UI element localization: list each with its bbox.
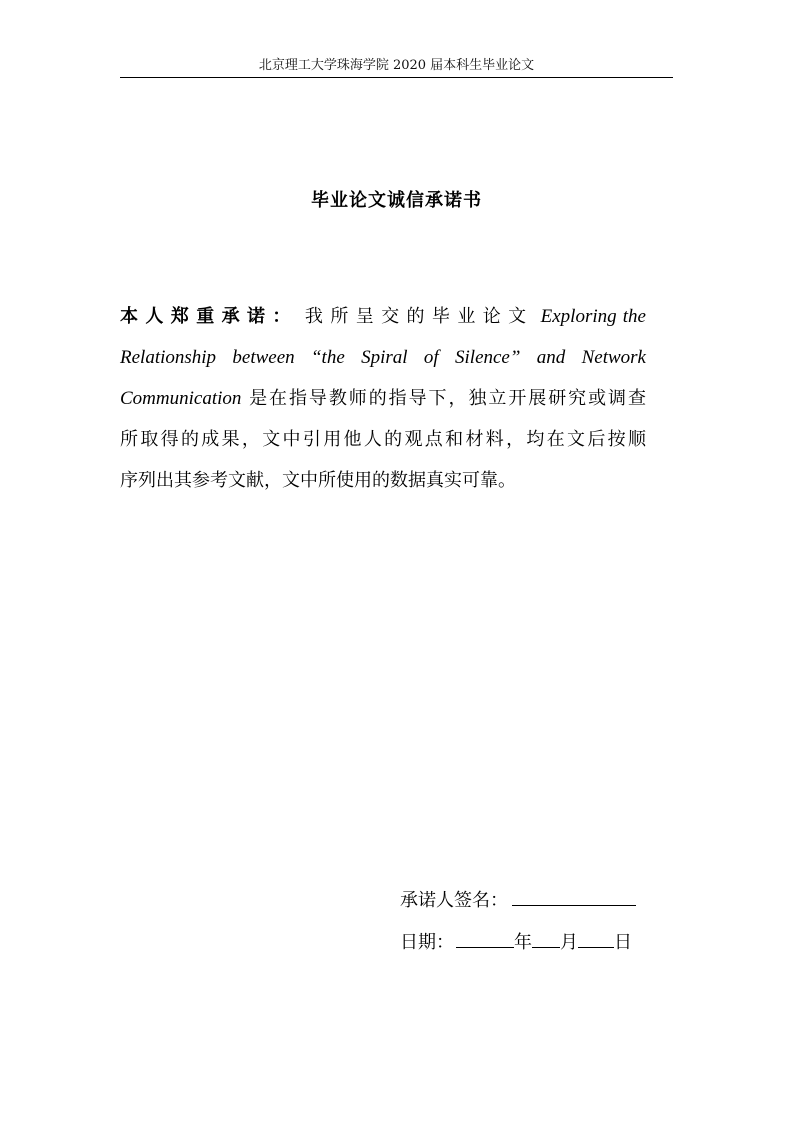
signature-label: 承诺人签名：: [400, 890, 508, 911]
thesis-title-part-1: Exploring the: [540, 306, 646, 327]
pledge-lead: 本人郑重承诺：: [120, 306, 298, 327]
month-blank: [532, 926, 560, 948]
pledge-line-5: [120, 460, 646, 501]
year-label: 年: [514, 932, 532, 953]
pledge-text-line-5: 序列出其参考文献，文中所使用的数据真实可靠。: [120, 470, 516, 491]
pledge-line-3: [120, 378, 646, 419]
running-header: 北京理工大学珠海学院 2020 届本科生毕业论文: [258, 58, 535, 73]
year-blank: [456, 926, 514, 948]
day-label: 日: [614, 932, 632, 953]
page-title: 毕业论文诚信承诺书: [311, 190, 482, 211]
pledge-line-2: [120, 337, 646, 378]
thesis-title-part-2: Relationship between “the Spiral of Silence” and Network: [120, 347, 646, 368]
pledge-text-line-4: 所取得的成果，文中引用他人的观点和材料，均在文后按顺: [120, 429, 646, 450]
thesis-title-part-3: Communication: [120, 388, 242, 409]
day-blank: [578, 926, 614, 948]
pledge-intro: 我所呈交的毕业论文: [304, 306, 534, 327]
signature-blank: [512, 884, 636, 906]
signature-row: [400, 884, 636, 915]
pledge-text-line-3: 是在指导教师的指导下，独立开展研究或调查: [249, 388, 646, 409]
header-rule: [120, 77, 673, 78]
date-label: 日期：: [400, 932, 454, 953]
pledge-line-4: [120, 419, 646, 460]
month-label: 月: [560, 932, 578, 953]
pledge-paragraph: [120, 296, 646, 501]
date-row: [400, 926, 632, 957]
pledge-line-1: [120, 296, 646, 337]
